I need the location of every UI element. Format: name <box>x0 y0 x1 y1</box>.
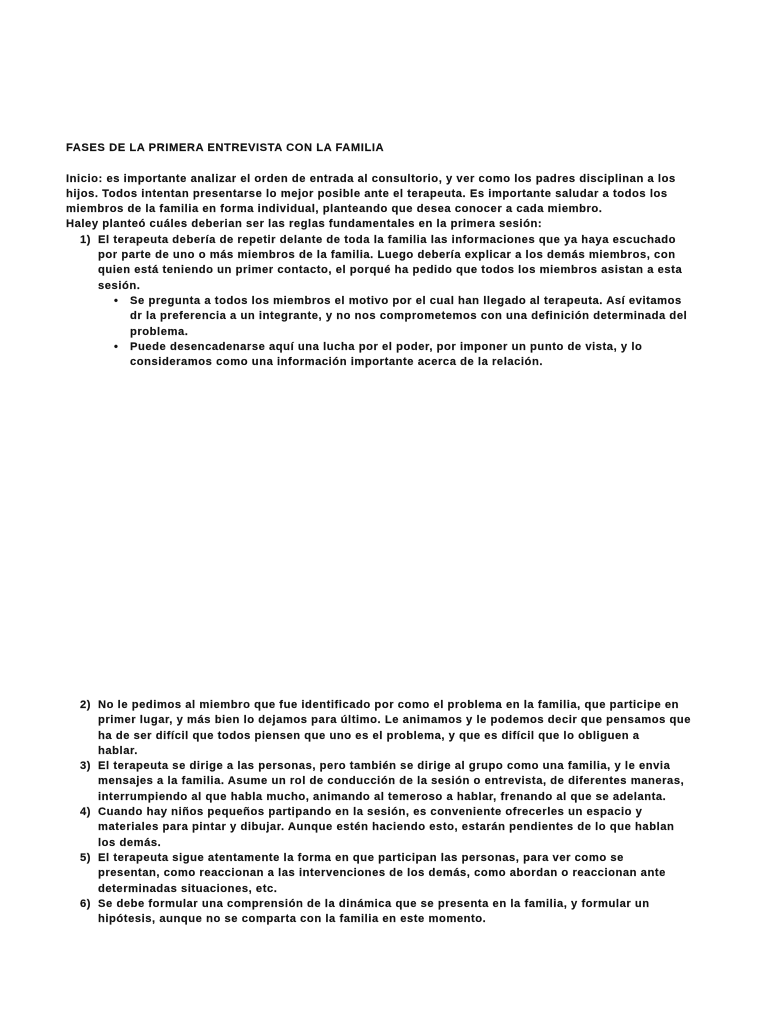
item-line: presentan, como reaccionan a las intervenciones de los demás, como abordan o reaccionan ante <box>98 867 666 880</box>
bullet-icon: • <box>114 340 119 353</box>
item-line: sesión. <box>98 279 141 292</box>
intro-line: miembros de la familia en forma individual, planteando que desea conocer a cada miembro. <box>66 203 603 216</box>
bullet-line: consideramos como una información importante acerca de la relación. <box>130 356 543 369</box>
item-line: hablar. <box>98 744 138 757</box>
item-number: 6) <box>80 897 92 910</box>
item-number: 5) <box>80 851 92 864</box>
list-item-1 <box>66 233 706 294</box>
item-line: mensajes a la familia. Asume un rol de conducción de la sesión o entrevista, de diferentes maneras, <box>98 775 685 788</box>
list-item-2 <box>66 698 706 759</box>
spacer <box>66 156 706 171</box>
item-line: los demás. <box>98 836 162 849</box>
bullet-line: Puede desencadenarse aquí una lucha por el poder, por imponer un punto de vista, y lo <box>130 340 643 353</box>
bullet-line: Se pregunta a todos los miembros el motivo por el cual han llegado al terapeuta. Así evitamos <box>130 294 682 307</box>
item-line: quien está teniendo un primer contacto, el porqué ha pedido que todos los miembros asistan a esta <box>98 264 683 277</box>
item-line: Cuando hay niños pequeños partipando en la sesión, es conveniente ofrecerles un espacio y <box>98 806 643 819</box>
list-item-3 <box>66 759 706 805</box>
item-line: hipótesis, aunque no se comparta con la familia en este momento. <box>98 913 487 926</box>
top-section <box>66 141 706 370</box>
item-line: interrumpiendo al que habla mucho, animando al temeroso a hablar, frenando al que se adelanta. <box>98 790 667 803</box>
intro-paragraph <box>66 172 706 233</box>
bullet-item-1 <box>66 294 706 340</box>
item-line: primer lugar, y más bien lo dejamos para último. Le animamos y le podemos decir que pensamos que <box>98 714 692 727</box>
item-line: ha de ser difícil que todos piensen que uno es el problema, y que es difícil que lo obliguen a <box>98 729 640 742</box>
bullet-item-2 <box>66 340 706 371</box>
item-line: determinadas situaciones, etc. <box>98 882 278 895</box>
item-line: El terapeuta sigue atentamente la forma en que participan las personas, para ver como se <box>98 851 624 864</box>
item-number: 4) <box>80 806 92 819</box>
list-item-5 <box>66 851 706 897</box>
intro-line: hijos. Todos intentan presentarse lo mejor posible ante el terapeuta. Es importante saludar a todos los <box>66 187 668 200</box>
item-line: No le pedimos al miembro que fue identificado por como el problema en la familia, que participe en <box>98 699 680 711</box>
item-number: 2) <box>80 699 92 711</box>
item-line: El terapeuta se dirige a las personas, pero también se dirige al grupo como una familia, y le envia <box>98 760 671 773</box>
bullet-line: dr la preferencia a un integrante, y no nos comprometemos con una definición determinada del <box>130 310 688 323</box>
item-line: por parte de uno o más miembros de la familia. Luego debería explicar a los demás miembros, con <box>98 249 676 262</box>
item-line: El terapeuta debería de repetir delante de toda la familia las informaciones que ya haya escuchado <box>98 233 677 246</box>
item-number: 1) <box>80 233 92 246</box>
item-line: Se debe formular una comprensión de la dinámica que se presenta en la familia, y formular un <box>98 897 650 910</box>
document-title: FASES DE LA PRIMERA ENTREVISTA CON LA FAMILIA <box>66 142 385 154</box>
list-item-4 <box>66 805 706 851</box>
intro-line: Haley planteó cuáles deberian ser las reglas fundamentales en la primera sesión: <box>66 218 543 231</box>
bullet-line: problema. <box>130 325 189 338</box>
bullet-icon: • <box>114 294 119 307</box>
bottom-section <box>66 698 706 927</box>
intro-line: Inicio: es importante analizar el orden de entrada al consultorio, y ver como los padres disciplinan a los <box>66 172 676 185</box>
list-item-6 <box>66 897 706 928</box>
item-line: materiales para pintar y dibujar. Aunque estén haciendo esto, estarán pendientes de lo que hablan <box>98 821 675 834</box>
item-number: 3) <box>80 760 92 773</box>
